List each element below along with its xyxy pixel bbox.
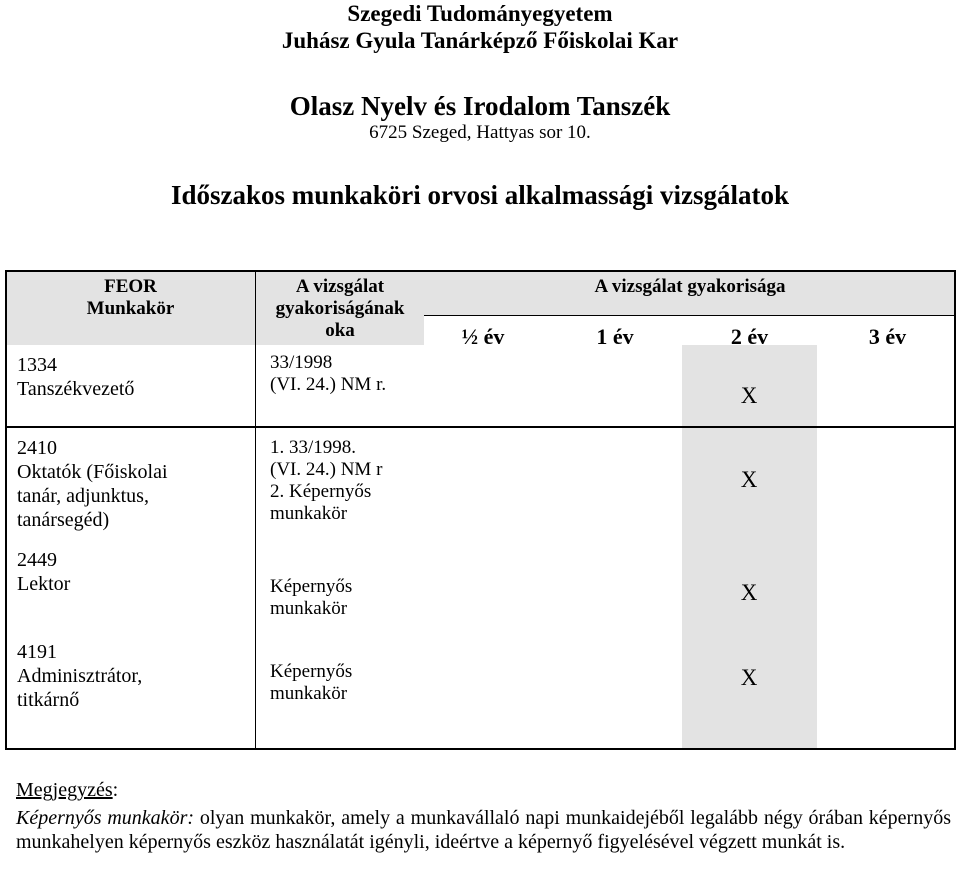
university-name: Szegedi Tudományegyetem (347, 1, 613, 26)
freq-col-half-year: ½ év (461, 324, 505, 349)
row-lektor-reason: Képernyős munkakör (270, 576, 353, 619)
header-feor-label: FEOR Munkakör (86, 276, 175, 319)
header-reason-label: A vizsgálat gyakoriságának oka (275, 276, 405, 341)
note-colon: : (112, 779, 119, 801)
note-heading (16, 778, 951, 802)
examination-table (0, 270, 960, 750)
row-tanszekvezeto-job: 1334 Tanszékvezető (17, 354, 135, 400)
row-adminisztrator-mark: X (740, 665, 758, 690)
note-body (16, 806, 951, 854)
department-address: 6725 Szeged, Hattyas sor 10. (369, 122, 591, 143)
department-name: Olasz Nyelv és Irodalom Tanszék (289, 91, 671, 121)
row-adminisztrator-reason: Képernyős munkakör (270, 661, 353, 704)
freq-col-1-year: 1 év (596, 324, 634, 349)
row-oktatok-job: 2410 Oktatók (Főiskolai tanár, adjunktus, tanársegéd) (17, 437, 168, 531)
row-tanszekvezeto-mark: X (740, 383, 758, 408)
note-term: Képernyős munkakör: (16, 807, 195, 829)
row-tanszekvezeto-reason: 33/1998 (VI. 24.) NM r. (270, 352, 387, 395)
row-lektor-job: 2449 Lektor (17, 549, 71, 595)
note-text: olyan munkakör, amely a munkavállaló napi munkaidejéből legalább négy órában képernyős munkahelyen képernyős eszköz használatát igényli, ideértve a képernyő figyelésével végzett munkát is. (16, 807, 951, 853)
row-adminisztrator-job: 4191 Adminisztrátor, titkárnő (17, 641, 143, 711)
row-oktatok-reason: 1. 33/1998. (VI. 24.) NM r 2. Képernyős munkakör (270, 437, 383, 524)
note-label: Megjegyzés (16, 779, 113, 801)
freq-col-2-year: 2 év (730, 324, 769, 349)
faculty-name: Juhász Gyula Tanárképző Főiskolai Kar (281, 28, 679, 53)
header-frequency-label: A vizsgálat gyakorisága (594, 276, 786, 297)
row-lektor-mark: X (740, 580, 758, 605)
freq-col-3-year: 3 év (868, 324, 907, 349)
document-title: Időszakos munkaköri orvosi alkalmassági vizsgálatok (170, 180, 790, 210)
row-oktatok-mark: X (740, 467, 758, 492)
